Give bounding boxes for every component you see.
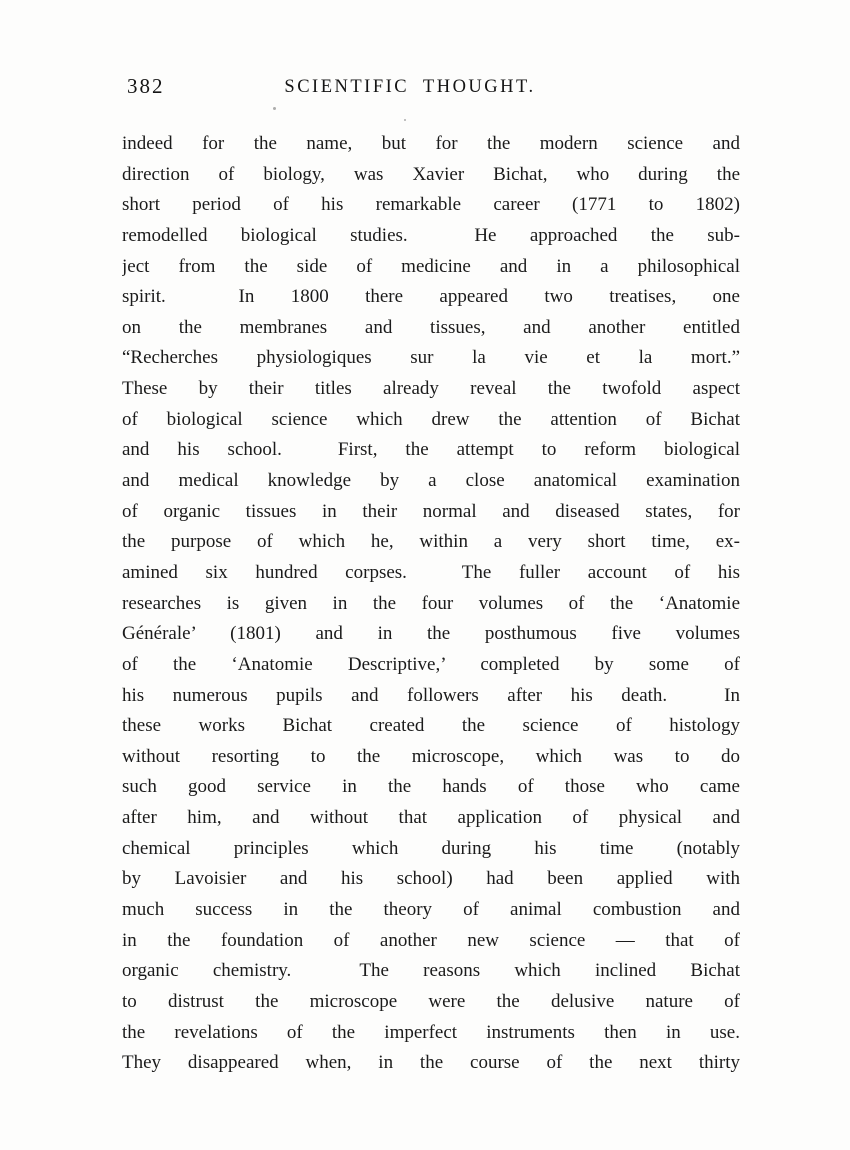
text-line: short period of his remarkable career (1771 to 1802) [122,194,740,216]
text-line: These by their titles already reveal the twofold aspect [122,378,740,400]
text-line: the revelations of the imperfect instruments then in use. [122,1021,740,1043]
text-line: direction of biology, was Xavier Bichat, who during the [122,163,740,185]
text-line: spirit. In 1800 there appeared two treatises, one [122,286,740,308]
text-line: amined six hundred corpses. The fuller account of his [122,561,740,583]
scan-speck [404,119,406,121]
text-line: by Lavoisier and his school) had been applied with [122,868,740,890]
text-line: his numerous pupils and followers after his death. In [122,684,740,706]
running-head: SCIENTIFIC THOUGHT. [284,77,536,97]
text-line: indeed for the name, but for the modern science and [122,133,740,154]
text-line: such good service in the hands of those who came [122,776,740,798]
text-line: much success in the theory of animal combustion and [122,899,740,921]
text-line: organic chemistry. The reasons which inclined Bichat [122,960,740,982]
text-line: “Recherches physiologiques sur la vie et la mort.” [122,347,740,369]
text-line: They disappeared when, in the course of the next thirty [122,1052,740,1074]
body-text [122,129,740,1079]
text-line: these works Bichat created the science of histology [122,715,740,737]
text-line: in the foundation of another new science — that of [122,929,740,951]
text-line: without resorting to the microscope, which was to do [122,745,740,767]
text-line: to distrust the microscope were the delusive nature of [122,990,740,1012]
text-line: Générale’ (1801) and in the posthumous five volumes [122,623,740,645]
text-line: the purpose of which he, within a very short time, ex- [122,531,740,553]
text-line: of organic tissues in their normal and diseased states, for [122,500,740,522]
text-line: and medical knowledge by a close anatomical examination [122,470,740,492]
text-line: researches is given in the four volumes of the ‘Anatomie [122,592,740,614]
text-line: on the membranes and tissues, and another entitled [122,316,740,338]
text-line: after him, and without that application of physical and [122,807,740,829]
text-line: chemical principles which during his time (notably [122,837,740,859]
text-line: ject from the side of medicine and in a philosophical [122,255,740,277]
text-line: of biological science which drew the attention of Bichat [122,408,740,430]
text-line: of the ‘Anatomie Descriptive,’ completed by some of [122,653,740,675]
scan-speck [273,107,276,110]
text-line: remodelled biological studies. He approached the sub- [122,224,740,246]
page-number: 382 [127,74,165,98]
text-line: and his school. First, the attempt to reform biological [122,439,740,461]
